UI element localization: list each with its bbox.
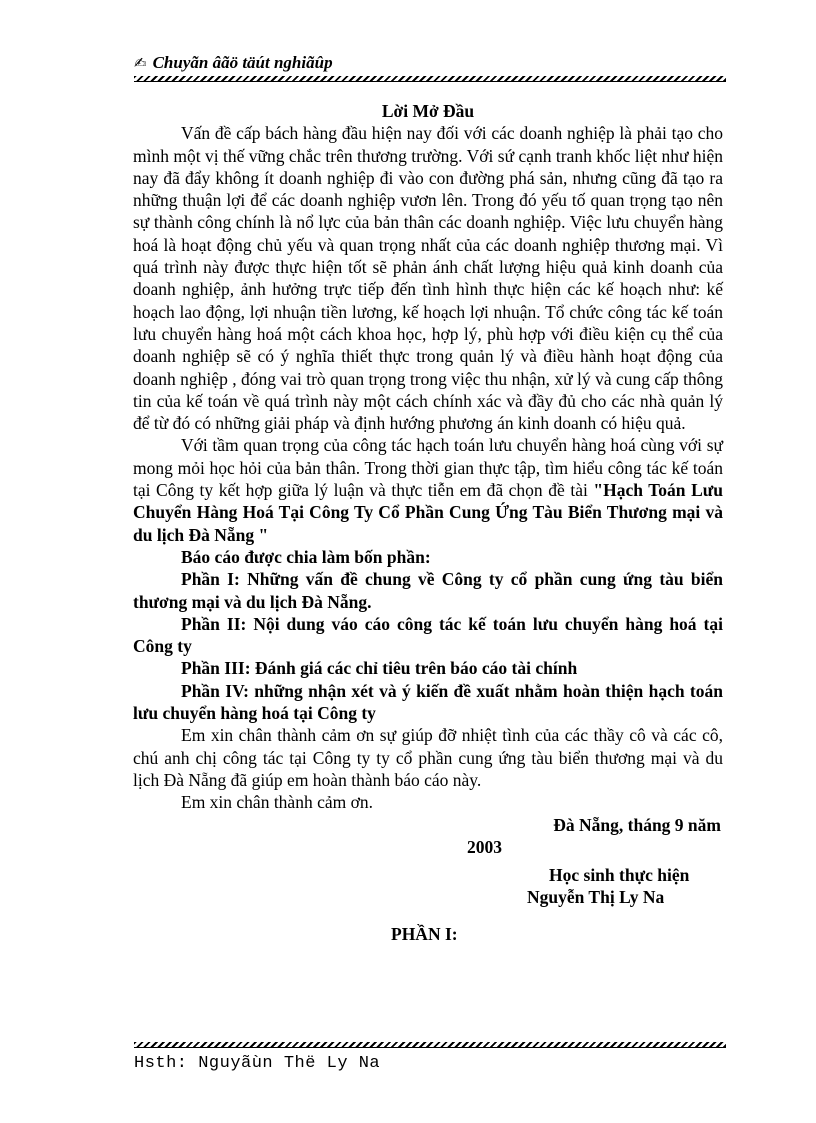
thanks-paragraph: Em xin chân thành cảm ơn sự giúp đỡ nhiệt tình của các thầy cô và các cô, chú anh chị công tác tại Công ty ty cổ phần cung ứng tàu biển thương mại và du lịch Đà Nẵng đã giúp em hoàn thành báo cáo này. <box>133 725 723 790</box>
report-intro: Báo cáo được chia làm bốn phần: <box>181 546 431 567</box>
pen-icon: ✍ <box>134 54 147 72</box>
page-footer <box>134 1040 726 1073</box>
part-item: Phần II: Nội dung váo cáo công tác kế toán lưu chuyển hàng hoá tại Công ty <box>133 613 723 657</box>
thanks-closing: Em xin chân thành cảm ơn. <box>181 792 373 813</box>
date-line: Đà Nẵng, tháng 9 năm <box>553 814 721 835</box>
part-item: Phần IV: những nhận xét và ý kiến đề xuất nhằm hoàn thiện hạch toán lưu chuyển hàng hoá tại Công ty <box>133 680 723 724</box>
header-title: Chuyãn âãö täút nghiãûp <box>152 53 333 72</box>
footer-text: Hsth: Nguyãùn Thë Ly Na <box>134 1054 381 1073</box>
footer-divider <box>134 1042 726 1048</box>
paragraph-1: Vấn đề cấp bách hàng đầu hiện nay đối với các doanh nghiệp là phải tạo cho mình một vị thế vững chắc trên thương trường. Với sứ cạnh tranh khốc liệt như hiện nay đã đẩy không ít doanh nghiệp đi vào con đường phá sản, nhưng cũng đã tạo ra những thuận lợi để các doanh nghiệp vươn lên. Trong đó yếu tố quan trọng tạo nên sự thành công chính là nổ lực của bản thân các doanh nghiệp. Việc lưu chuyển hàng hoá là hoạt động chủ yếu và quan trọng nhất của các doanh nghiệp thương mại. Vì quá trình này được thực hiện tốt sẽ phản ánh chất lượng hiệu quả kinh doanh của doanh nghiệp, ảnh hưởng trực tiếp đến tình hình thực hiện các kế hoạch như: kế hoạch lao động, lợi nhuận tiền lương, kế hoạch lợi nhuận. Tổ chức công tác kế toán lưu chuyển hàng hoá một cách khoa học, hợp lý, phù hợp với điều kiện cụ thể của doanh nghiệp sẽ có ý nghĩa thiết thực trong quản lý và điều hành hoạt động của doanh nghiệp , đóng vai trò quan trọng trong việc thu nhận, xử lý và cung cấp thông tin của kế toán về quá trình này một cách chính xác và đầy đủ cho các nhà quản lý để từ đó có những giải pháp và định hướng phương án kinh doanh có hiệu quả. <box>133 123 723 434</box>
signature-name: Nguyễn Thị Ly Na <box>527 887 665 908</box>
page-header <box>134 52 726 82</box>
thesis-topic: "Hạch Toán Lưu Chuyển Hàng Hoá Tại Công Ty Cổ Phần Cung Ứng Tàu Biển Thương mại và du lịch Đà Nẵng " <box>133 480 724 545</box>
next-section-heading: PHẦN I: <box>391 923 458 944</box>
part-item: Phần I: Những vấn đề chung về Công ty cổ phần cung ứng tàu biển thương mại và du lịch Đà Nẵng. <box>133 569 723 612</box>
header-line <box>134 52 726 74</box>
part-item: Phần III: Đánh giá các chỉ tiêu trên báo cáo tài chính <box>181 658 578 679</box>
document-body <box>133 100 723 945</box>
header-divider <box>134 76 726 82</box>
paragraph-2-text: Với tầm quan trọng của công tác hạch toán lưu chuyển hàng hoá cùng với sự mong mỏi học hỏi của bản thân. Trong thời gian thực tập, tìm hiểu công tác kế toán tại Công ty kết hợp giữa lý luận và thực tiễn em đã chọn đề tài <box>133 435 723 501</box>
paragraph-2 <box>133 434 723 545</box>
document-title: Lời Mở Đầu <box>381 101 475 121</box>
signature-role: Học sinh thực hiện <box>549 865 690 886</box>
date-year: 2003 <box>467 836 502 857</box>
